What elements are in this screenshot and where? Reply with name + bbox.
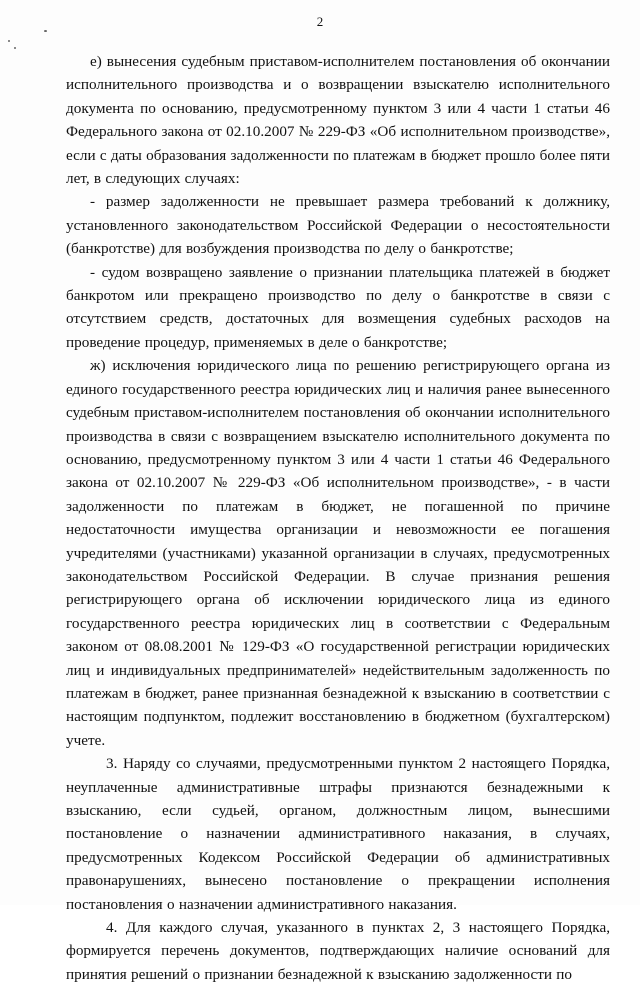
paragraph-e: е) вынесения судебным приставом-исполнителем постановления об окончании исполнительного производства и о возвращении взыскателю исполнительного документа по основанию, предусмотренному пунктом 3 или 4 части 1 статьи 46 Федерального закона от 02.10.2007 № 229-ФЗ «Об исполнительном производстве», если с даты образования задолженности по платежам в бюджет прошло более пяти лет, в следующих случаях: [66, 53, 610, 188]
paragraph-3: 3. Наряду со случаями, предусмотренными пунктом 2 настоящего Порядка, неуплаченные административные штрафы признаются безнадежными к взысканию, если судьей, органом, должностным лицом, вынесшими постановление о назначении административного наказания, в случаях, предусмотренных Кодексом Российской Федерации об административных правонарушениях, вынесено постановление о прекращении исполнения постановления о назначении административного наказания. [66, 755, 610, 913]
scan-speck [44, 30, 47, 32]
paragraph-bullet-2: - судом возвращено заявление о признании плательщика платежей в бюджет банкротом или прекращено производство по делу о банкротстве в связи с отсутствием средств, достаточных для возмещения судебных расходов на проведение процедур, применяемых в деле о банкротстве; [66, 263, 610, 351]
scan-speck [14, 47, 16, 49]
page-number: 2 [316, 14, 324, 29]
paragraph-4: 4. Для каждого случая, указанного в пунктах 2, 3 настоящего Порядка, формируется перечень документов, подтверждающих наличие оснований для принятия решений о признании безнадежной к взысканию задолженности по [66, 919, 610, 983]
scan-speck [8, 40, 10, 42]
document-body [66, 50, 610, 986]
paragraph-bullet-1: - размер задолженности не превышает размера требований к должнику, установленного законодательством Российской Федерации о несостоятельности (банкротстве) для возбуждения производства по делу о банкротстве; [66, 193, 610, 258]
paragraph-zh: ж) исключения юридического лица по решению регистрирующего органа из единого государственного реестра юридических лиц и наличия ранее вынесенного судебным приставом-исполнителем постановления об окончании исполнительного производства в связи с возвращением взыскателю исполнительного документа по основанию, предусмотренному пунктом 3 или 4 части 1 статьи 46 Федерального закона от 02.10.2007 № 229-ФЗ «Об исполнительном производстве», - в части задолженности по платежам в бюджет, не погашенной по причине недостаточности имущества организации и невозможности ее погашения учредителями (участниками) указанной организации в случаях, предусмотренных законодательством Российской Федерации. В случае признания решения регистрирующего органа об исключении юридического лица из единого государственного реестра юридических лиц в соответствии с Федеральным законом от 08.08.2001 № 129-ФЗ «О государственной регистрации юридических лиц и индивидуальных предпринимателей» недействительным задолженность по платежам в бюджет, ранее признанная безнадежной к взысканию в соответствии с настоящим подпунктом, подлежит восстановлению в бюджетном (бухгалтерском) учете. [66, 357, 610, 749]
